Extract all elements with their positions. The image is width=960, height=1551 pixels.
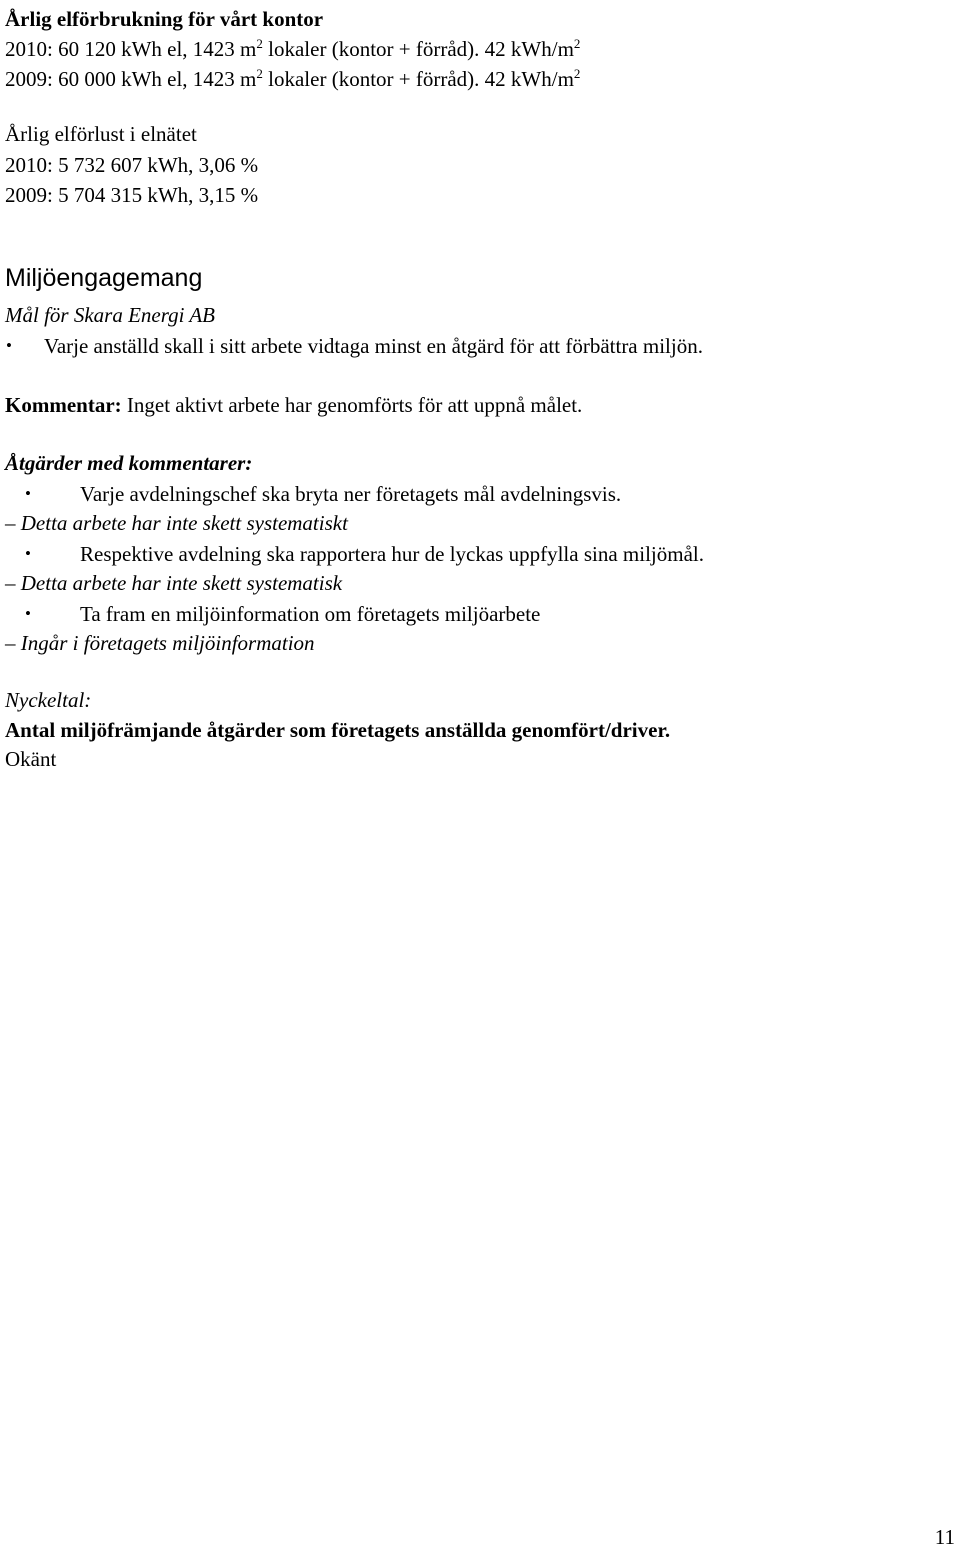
keyfigures-value: Okänt: [5, 747, 57, 771]
electricity-2009-text: 2009: 60 000 kWh el, 1423 m: [5, 67, 257, 91]
keyfigures-metric: Antal miljöfrämjande åtgärder som företagets anställda genomfört/driver.: [5, 718, 671, 742]
superscript: 2: [573, 36, 581, 51]
action-bullet-item: [0, 481, 960, 507]
comment-text: Inget aktivt arbete har genomförts för att uppnå målet.: [121, 393, 583, 417]
superscript: 2: [256, 36, 263, 51]
dash: –: [5, 571, 16, 595]
comment-label: Kommentar:: [5, 393, 122, 417]
goal-heading: Mål för Skara Energi AB: [5, 303, 215, 327]
actions-heading: Åtgärder med kommentarer:: [5, 451, 253, 475]
loss-2009-row: 2009: 5 704 315 kWh, 3,15 %: [5, 183, 259, 207]
electricity-2009-row: [5, 66, 580, 92]
bullet-icon: •: [25, 604, 31, 623]
action-bullet-text: Ta fram en miljöinformation om företagets miljöarbete: [80, 602, 541, 626]
electricity-2009-text2: lokaler (kontor + förråd). 42 kWh/m: [262, 67, 574, 91]
bullet-icon: •: [6, 336, 12, 355]
action-bullet-item: [0, 601, 960, 627]
action-bullet-text: Respektive avdelning ska rapportera hur de lyckas uppfylla sina miljömål.: [80, 542, 704, 566]
loss-heading: Årlig elförlust i elnätet: [5, 122, 197, 146]
action-comment-text: Detta arbete har inte skett systematiskt: [15, 511, 348, 535]
bullet-icon: •: [25, 484, 31, 503]
dash: –: [5, 631, 16, 655]
action-comment: [5, 510, 348, 536]
dash: –: [5, 511, 16, 535]
action-comment-text: Ingår i företagets miljöinformation: [15, 631, 315, 655]
goal-bullet-text: Varje anställd skall i sitt arbete vidtaga minst en åtgärd för att förbättra miljön.: [44, 334, 703, 358]
page-number: 11: [934, 1525, 955, 1549]
superscript: 2: [256, 66, 263, 81]
goal-bullet-item: [0, 333, 960, 359]
action-comment: [5, 570, 342, 596]
action-comment: [5, 630, 315, 656]
engagement-heading: Miljöengagemang: [5, 264, 203, 292]
action-bullet-text: Varje avdelningschef ska bryta ner företagets mål avdelningsvis.: [80, 482, 622, 506]
electricity-2010-text2: lokaler (kontor + förråd). 42 kWh/m: [262, 37, 574, 61]
superscript: 2: [573, 66, 581, 81]
bullet-icon: •: [25, 544, 31, 563]
loss-2010-row: 2010: 5 732 607 kWh, 3,06 %: [5, 153, 259, 177]
electricity-2010-row: [5, 36, 580, 62]
electricity-2010-text: 2010: 60 120 kWh el, 1423 m: [5, 37, 257, 61]
action-bullet-item: [0, 541, 960, 567]
comment-row: [5, 392, 582, 418]
action-comment-text: Detta arbete har inte skett systematisk: [15, 571, 343, 595]
electricity-heading: Årlig elförbrukning för vårt kontor: [5, 7, 324, 31]
keyfigures-heading: Nyckeltal:: [5, 688, 92, 712]
